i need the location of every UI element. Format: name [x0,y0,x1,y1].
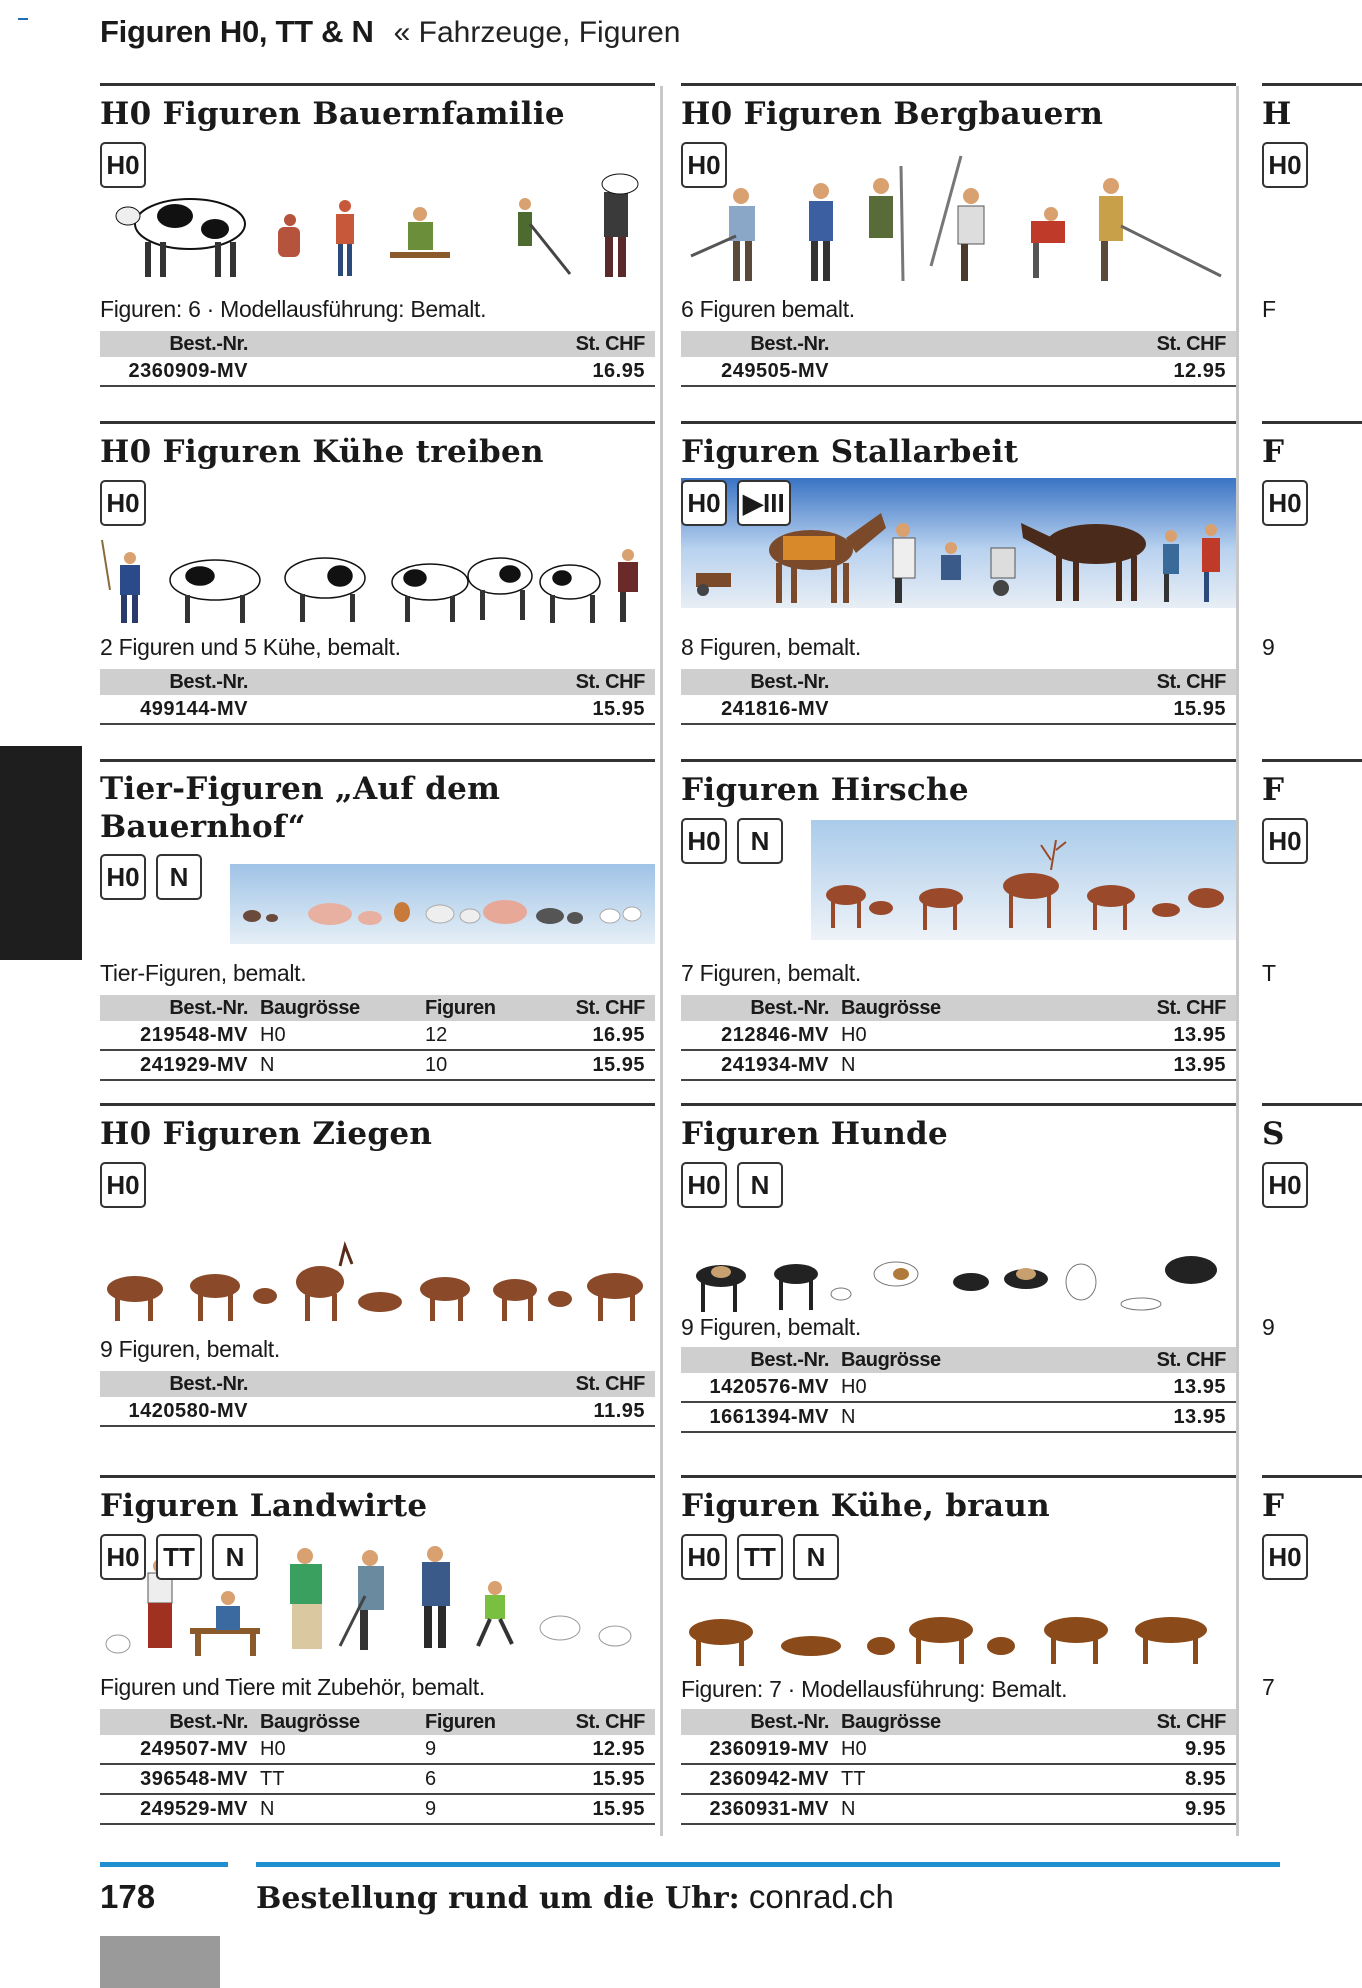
product-card[interactable] [681,759,1236,1103]
product-image [100,530,655,630]
order-number: 1420576-MV [709,1375,829,1398]
col-header: Baugrösse [260,996,360,1019]
col-header: St. CHF [1156,1348,1226,1371]
scale-size: N [841,1797,856,1820]
product-description: Tier-Figuren, bemalt. [100,960,307,986]
chapter-tab [0,746,82,960]
product-card-partial [1262,421,1362,759]
col-header: St. CHF [1156,996,1226,1019]
scale-badge: H0 [1262,1534,1308,1580]
order-table [100,1709,655,1825]
product-card[interactable] [681,83,1236,421]
product-grid [100,83,1302,1845]
product-image [681,1234,1236,1318]
figure-count: 9 [425,1797,437,1820]
product-title: Figuren Hunde [681,1116,949,1152]
slogan-bar [256,1862,1280,1867]
table-row[interactable] [100,1051,655,1081]
scale-badge: TT [737,1534,783,1580]
table-row[interactable] [681,1795,1236,1825]
price: 15.95 [592,1797,645,1820]
scale-size: H0 [260,1023,286,1046]
col-header: St. CHF [575,1372,645,1395]
product-title: H0 Figuren Bauernfamilie [100,96,565,132]
product-description: T [1262,960,1276,986]
product-card[interactable] [681,421,1236,759]
col-header: Best.-Nr. [169,1710,248,1733]
col-header: Best.-Nr. [750,996,829,1019]
product-description: 6 Figuren bemalt. [681,296,855,322]
order-number: 1420580-MV [128,1399,248,1422]
page-number: 178 [100,1878,156,1915]
price: 16.95 [592,1023,645,1046]
price: 13.95 [1173,1023,1226,1046]
col-header: St. CHF [575,332,645,355]
col-header: Best.-Nr. [169,670,248,693]
table-row[interactable] [681,1051,1236,1081]
table-row[interactable] [100,1397,655,1427]
scale-badge: H0 [100,480,146,526]
product-description: 9 [1262,1314,1275,1340]
price: 15.95 [592,1767,645,1790]
table-row[interactable] [100,1795,655,1825]
scale-badge: H0 [100,854,146,900]
order-number: 2360909-MV [128,359,248,382]
order-table [100,669,655,725]
grey-block [100,1936,220,1988]
table-row[interactable] [681,357,1236,387]
scale-badge: H0 [1262,1162,1308,1208]
scale-badge: H0 [681,1162,727,1208]
scale-size: N [260,1053,275,1076]
price: 15.95 [592,1053,645,1076]
order-table [681,995,1236,1081]
figure-count: 10 [425,1053,448,1076]
scale-badge: N [737,818,783,864]
order-number: 212846-MV [721,1023,829,1046]
price: 9.95 [1185,1797,1226,1820]
cow-figure [116,199,245,277]
table-row[interactable] [100,1765,655,1795]
page-header [100,14,680,54]
order-table [100,995,655,1081]
product-description: 9 Figuren, bemalt. [681,1314,861,1340]
col-header: St. CHF [1156,1710,1226,1733]
price: 15.95 [1173,697,1226,720]
product-image [100,154,655,284]
product-card[interactable] [100,759,655,1103]
product-card[interactable] [100,83,655,421]
slogan-text: Bestellung rund um die Uhr: [256,1881,740,1916]
order-number: 2360919-MV [709,1737,829,1760]
price: 15.95 [592,697,645,720]
website-link[interactable]: conrad.ch [748,1878,894,1915]
price: 13.95 [1173,1053,1226,1076]
order-number: 2360931-MV [709,1797,829,1820]
product-description: 7 Figuren, bemalt. [681,960,861,986]
product-card[interactable] [100,1103,655,1475]
order-table [681,669,1236,725]
order-number: 2360942-MV [709,1767,829,1790]
table-row[interactable] [100,1735,655,1765]
col-header: Best.-Nr. [750,1710,829,1733]
product-description: 9 [1262,634,1275,660]
table-row[interactable] [681,1735,1236,1765]
table-row[interactable] [100,357,655,387]
product-card[interactable] [100,1475,655,1845]
page-title: Figuren H0, TT & N [100,14,374,49]
product-title: H [1262,96,1292,132]
col-header: Best.-Nr. [169,332,248,355]
product-description: 7 [1262,1674,1275,1700]
product-title-line: Bauernhof“ [100,809,306,845]
scale-badge: H0 [1262,480,1308,526]
product-card[interactable] [681,1103,1236,1475]
col-header: Best.-Nr. [750,1348,829,1371]
col-header: St. CHF [1156,670,1226,693]
product-description: 9 Figuren, bemalt. [100,1336,280,1362]
order-table [681,1709,1236,1825]
price: 16.95 [592,359,645,382]
order-table [681,331,1236,387]
col-header: Figuren [425,1710,496,1733]
order-number: 219548-MV [140,1023,248,1046]
order-table [100,331,655,387]
product-title: H0 Figuren Kühe treiben [100,434,544,470]
order-slogan [256,1878,894,1916]
order-number: 249505-MV [721,359,829,382]
figure-count: 12 [425,1023,448,1046]
scale-badge: H0 [681,818,727,864]
product-title: Figuren Stallarbeit [681,434,1019,470]
product-description: Figuren: 6 · Modellausführung: Bemalt. [100,296,487,322]
product-image [811,820,1236,940]
product-title-line: Tier-Figuren „Auf dem [100,771,501,807]
order-number: 396548-MV [140,1767,248,1790]
order-table [100,1371,655,1427]
product-title: F [1262,1488,1285,1524]
col-header: Baugrösse [260,1710,360,1733]
order-number: 241929-MV [140,1053,248,1076]
play-badge: ▶III [737,480,791,526]
product-title: Figuren Kühe, braun [681,1488,1050,1524]
scale-size: N [841,1053,856,1076]
scale-badge: H0 [100,142,146,188]
scale-badge: N [212,1534,258,1580]
col-header: Figuren [425,996,496,1019]
product-title: H0 Figuren Bergbauern [681,96,1104,132]
scale-size: N [260,1797,275,1820]
scale-badge: H0 [681,142,727,188]
figure-count: 9 [425,1737,437,1760]
table-row[interactable] [681,1765,1236,1795]
breadcrumb[interactable]: « Fahrzeuge, Figuren [393,16,681,49]
product-image [681,146,1236,286]
scale-badge: H0 [681,1534,727,1580]
product-title: Figuren Hirsche [681,772,969,808]
product-title [100,770,655,846]
col-header: Baugrösse [841,1710,941,1733]
product-description: Figuren: 7 · Modellausführung: Bemalt. [681,1676,1068,1702]
product-title: S [1262,1116,1285,1152]
product-card-partial [1262,1475,1362,1845]
product-description: 8 Figuren, bemalt. [681,634,861,660]
scale-badge: H0 [681,480,727,526]
scale-size: TT [260,1767,285,1790]
table-row[interactable] [100,1021,655,1051]
product-card-partial [1262,83,1362,421]
product-image [100,1244,655,1324]
col-header: St. CHF [575,996,645,1019]
price: 8.95 [1185,1767,1226,1790]
product-card[interactable] [100,421,655,759]
col-header: St. CHF [1156,332,1226,355]
product-title: Figuren Landwirte [100,1488,428,1524]
table-row[interactable] [681,1403,1236,1433]
price: 12.95 [1173,359,1226,382]
scale-badge: H0 [1262,818,1308,864]
col-header: Best.-Nr. [750,332,829,355]
table-row[interactable] [681,1373,1236,1403]
col-header: Baugrösse [841,996,941,1019]
figure-count: 6 [425,1767,437,1790]
col-header: St. CHF [575,670,645,693]
order-table [681,1347,1236,1433]
page-number-bar [100,1862,228,1867]
corner-mark [18,18,28,20]
order-number: 241816-MV [721,697,829,720]
table-row[interactable] [681,695,1236,725]
product-card[interactable] [681,1475,1236,1845]
product-card-partial [1262,759,1362,1103]
product-card-partial [1262,1103,1362,1475]
product-description: 2 Figuren und 5 Kühe, bemalt. [100,634,401,660]
scale-badge: N [737,1162,783,1208]
scale-badge: H0 [1262,142,1308,188]
scale-size: H0 [841,1023,867,1046]
order-number: 499144-MV [140,697,248,720]
scale-size: TT [841,1767,866,1790]
product-title: F [1262,434,1285,470]
price: 11.95 [593,1399,645,1422]
product-description: Figuren und Tiere mit Zubehör, bemalt. [100,1674,485,1700]
price: 9.95 [1185,1737,1226,1760]
price: 13.95 [1173,1405,1226,1428]
col-header: Best.-Nr. [750,670,829,693]
col-header: Best.-Nr. [169,1372,248,1395]
col-header: Baugrösse [841,1348,941,1371]
order-number: 1661394-MV [709,1405,829,1428]
col-header: St. CHF [575,1710,645,1733]
product-description: F [1262,296,1276,322]
order-number: 249529-MV [140,1797,248,1820]
product-image [681,1606,1236,1668]
scale-size: H0 [841,1737,867,1760]
order-number: 241934-MV [721,1053,829,1076]
product-title: F [1262,772,1285,808]
scale-badge: TT [156,1534,202,1580]
scale-badge: H0 [100,1162,146,1208]
scale-badge: N [156,854,202,900]
order-number: 249507-MV [140,1737,248,1760]
scale-badge: N [793,1534,839,1580]
product-image [230,864,655,944]
col-header: Best.-Nr. [169,996,248,1019]
table-row[interactable] [681,1021,1236,1051]
price: 12.95 [592,1737,645,1760]
scale-badge: H0 [100,1534,146,1580]
scale-size: H0 [841,1375,867,1398]
scale-size: H0 [260,1737,286,1760]
table-row[interactable] [100,695,655,725]
price: 13.95 [1173,1375,1226,1398]
scale-size: N [841,1405,856,1428]
product-title: H0 Figuren Ziegen [100,1116,433,1152]
